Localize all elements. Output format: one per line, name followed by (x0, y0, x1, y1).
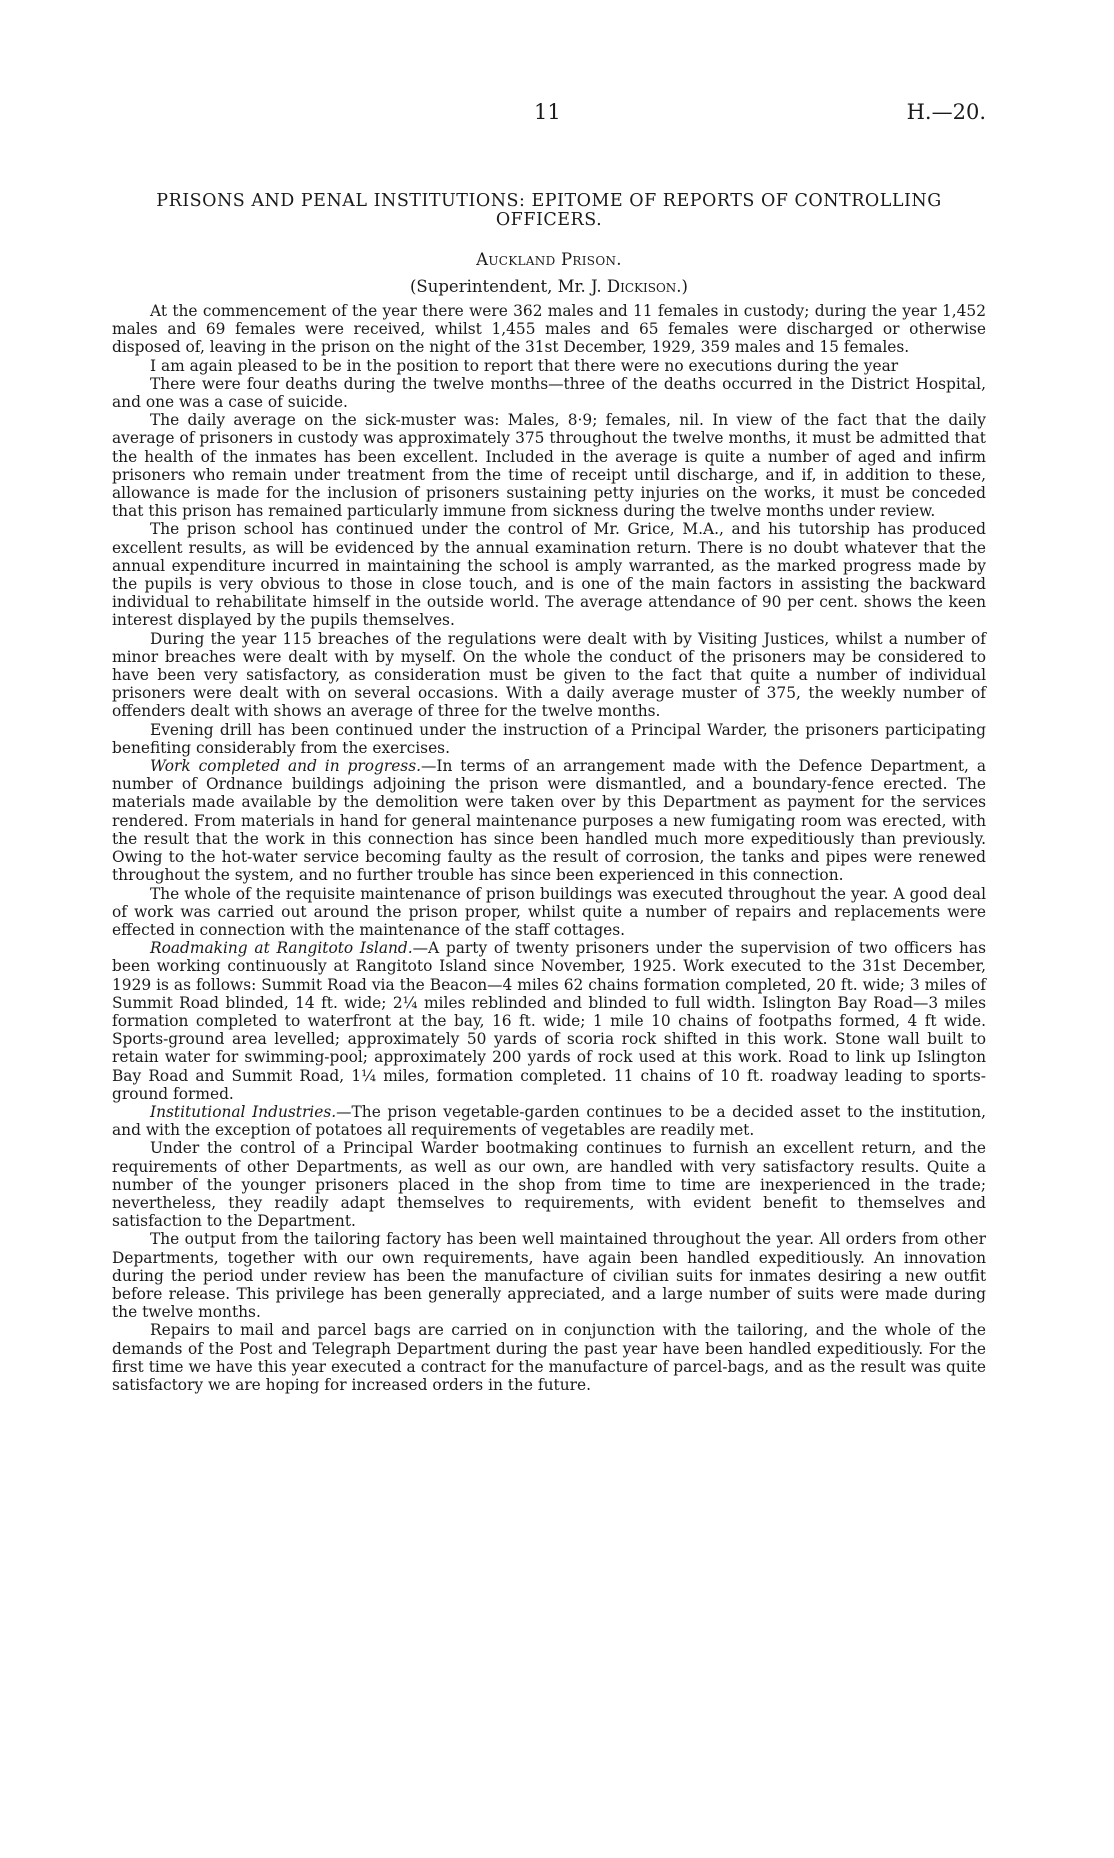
paragraph: Institutional Industries.—The prison vegetable-garden continues to be a decided asset to the institution, and with the exception of potatoes all requirements of vegetables are readily met. (112, 1102, 986, 1140)
document-page (112, 100, 986, 1394)
superintendent-suffix: .) (676, 277, 688, 296)
paragraph: The prison school has continued under the control of Mr. Grice, M.A., and his tutorship has produced excellent results, as will be evidenced by the annual examination return. There is no doubt whatever that the annual expenditure incurred in maintaining the school is amply warranted, as the marked progress made by the pupils is very obvious to those in close touch, and is one of the main factors in assisting the backward individual to rehabilitate himself in the outside world. The average attendance of 90 per cent. shows the keen interest displayed by the pupils themselves. (112, 520, 986, 630)
paragraph: Repairs to mail and parcel bags are carried on in conjunction with the tailoring, and the whole of the demands of the Post and Telegraph Department during the past year have been handled expeditiously. For the first time we have this year executed a contract for the manufacture of parcel-bags, and as the result was quite satisfactory we are hoping for increased orders in the future. (112, 1321, 986, 1394)
paragraph-lead: Institutional Industries. (150, 1102, 337, 1121)
paragraph-lead: Work completed and in progress. (150, 757, 421, 776)
superintendent-name: Dickison (606, 277, 677, 296)
page-number: 11 (534, 100, 561, 124)
paragraph: During the year 115 breaches of the regulations were dealt with by Visiting Justices, whilst a number of minor breaches were dealt with by myself. On the whole the conduct of the prisoners may be considered to have been very satisfactory, as consideration must be given to the fact that quite a number of individual prisoners were dealt with on several occasions. With a daily average muster of 375, the weekly number of offenders dealt with shows an average of three for the twelve months. (112, 629, 986, 721)
report-body (112, 302, 986, 1394)
page-header (112, 100, 986, 140)
paragraph: Roadmaking at Rangitoto Island.—A party of twenty prisoners under the supervision of two officers has been working continuously at Rangitoto Island since November, 1925. Work executed to the 31st December, 1929 is as follows: Summit Road via the Beacon—4 miles 62 chains formation completed, 20 ft. wide; 3 miles of Summit Road blinded, 14 ft. wide; 2¼ miles reblinded and blinded to full width. Islington Bay Road—3 miles formation completed to waterfront at the bay, 16 ft. wide; 1 mile 10 chains of footpaths formed, 4 ft wide. Sports-ground area levelled; approximately 50 yards of scoria rock shifted in this work. Stone wall built to retain water for swimming-pool; approximately 200 yards of rock used at this work. Road to link up Islington Bay Road and Summit Road, 1¼ miles, formation completed. 11 chains of 10 ft. roadway leading to sports-ground formed. (112, 939, 986, 1103)
paragraph: The output from the tailoring factory has been well maintained throughout the year. All orders from other Departments, together with our own requirements, have again been handled expeditiously. An innovation during the period under review has been the manufacture of civilian suits for inmates desiring a new outfit before release. This privilege has been generally appreciated, and a large number of suits were made during the twelve months. (112, 1230, 986, 1322)
section-heading: Auckland Prison. (476, 250, 622, 269)
paragraph: The daily average on the sick-muster was: Males, 8·9; females, nil. In view of the fact that the daily average of prisoners in custody was approximately 375 throughout the twelve months, it must be admitted that the health of the inmates has been excellent. Included in the average is quite a number of aged and infirm prisoners who remain under treatment from the time of receipt until discharge, and if, in addition to these, allowance is made for the inclusion of prisoners sustaining petty injuries on the works, it must be conceded that this prison has remained particularly immune from sickness during the twelve months under review. (112, 411, 986, 521)
paragraph: I am again pleased to be in the position to report that there were no executions during the year (150, 356, 899, 375)
paragraph: Under the control of a Principal Warder bootmaking continues to furnish an excellent return, and the requirements of other Departments, as well as our own, are handled with very satisfactory results. Quite a number of the younger prisoners placed in the shop from time to time are inexperienced in the trade; nevertheless, they readily adapt themselves to requirements, with evident benefit to themselves and satisfaction to the Department. (112, 1139, 986, 1231)
page-title: PRISONS AND PENAL INSTITUTIONS: EPITOME OF REPORTS OF CONTROLLING OFFICERS. (156, 191, 942, 230)
superintendent-line (112, 277, 986, 296)
superintendent-prefix: (Superintendent, Mr. J. (410, 277, 607, 296)
paragraph: At the commencement of the year there were 362 males and 11 females in custody; during the year 1,452 males and 69 females were received, whilst 1,455 males and 65 females were discharged or otherwise disposed of, leaving in the prison on the night of the 31st December, 1929, 359 males and 15 females. (112, 302, 986, 357)
paragraph: Work completed and in progress.—In terms of an arrangement made with the Defence Department, a number of Ordnance buildings adjoining the prison were dismantled, and a boundary-fence erected. The materials made available by the demolition were taken over by this Department as payment for the services rendered. From materials in hand for general maintenance purposes a new fumigating room was erected, with the result that the work in this connection has since been handled much more expeditiously than previously. Owing to the hot-water service becoming faulty as the result of corrosion, the tanks and pipes were renewed throughout the system, and no further trouble has since been experienced in this connection. (112, 757, 986, 885)
paragraph: Evening drill has been continued under the instruction of a Principal Warder, the prisoners participating benefiting considerably from the exercises. (112, 720, 986, 757)
document-reference: H.—20. (906, 100, 986, 124)
paragraph: The whole of the requisite maintenance of prison buildings was executed throughout the year. A good deal of work was carried out around the prison proper, whilst quite a number of repairs and replacements were effected in connection with the maintenance of the staff cottages. (112, 884, 986, 939)
paragraph: There were four deaths during the twelve months—three of the deaths occurred in the District Hospital, and one was a case of suicide. (112, 374, 986, 412)
paragraph-lead: Roadmaking at Rangitoto Island. (150, 939, 413, 958)
